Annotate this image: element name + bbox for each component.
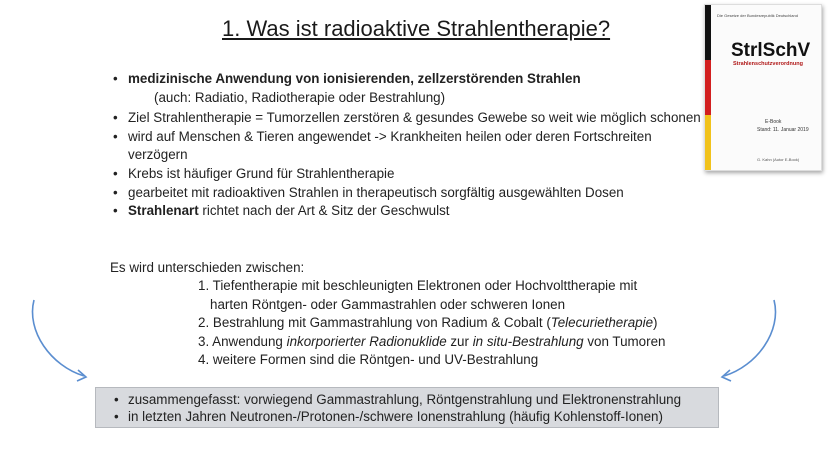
numbered-text: 3. Anwendung <box>198 333 287 349</box>
left-curved-arrow-icon <box>26 296 96 386</box>
numbered-item <box>198 314 718 333</box>
bullet-text: richtet nach der Art & Sitz der Geschwulst <box>198 203 450 219</box>
page-title: 1. Was ist radioaktive Strahlentherapie? <box>222 16 611 41</box>
intro-text: Es wird unterschieden zwischen: <box>110 260 305 275</box>
book-abbreviation: StrlSchV <box>731 40 811 61</box>
numbered-item <box>198 333 718 352</box>
bullet-list <box>114 70 704 221</box>
book-cover-image <box>704 4 822 171</box>
list-item <box>114 202 704 221</box>
german-flag-stripes <box>705 5 711 170</box>
bullet-bold-text: Strahlenart <box>128 203 199 219</box>
list-item: • gearbeitet mit radioaktiven Strahlen in therapeutisch sorgfältig ausgewählten Dosen <box>114 184 704 203</box>
list-item: • wird auf Menschen & Tieren angewendet -> Krankheiten heilen oder deren Fortschreiten verzögern <box>114 128 704 165</box>
book-stand: Stand: 11. Januar 2019 <box>757 127 809 133</box>
numbered-item: 4. weitere Formen sind die Röntgen- und UV-Bestrahlung <box>198 352 539 368</box>
book-full-title: Strahlenschutzverordnung <box>733 61 803 67</box>
numbered-italic: Telecurietherapie <box>550 315 654 331</box>
numbered-text: von Tumoren <box>583 333 666 349</box>
list-item-sub: (auch: Radiatio, Radiotherapie oder Bestrahlung) <box>154 89 446 105</box>
book-author: G. Kahn (Autor E-Book) <box>757 157 800 162</box>
list-item: • Krebs ist häufiger Grund für Strahlentherapie <box>114 165 704 184</box>
list-item: • Ziel Strahlentherapie = Tumorzellen zerstören & gesundes Gewebe so weit wie möglich schonen <box>114 109 704 128</box>
right-curved-arrow-icon <box>712 296 782 386</box>
numbered-italic: inkorporierter Radionuklide <box>286 333 447 349</box>
book-edition: E-Book <box>765 119 782 125</box>
bullet-bold-text: medizinische Anwendung von ionisierenden, zellzerstörenden Strahlen <box>128 71 581 86</box>
numbered-text: ) <box>653 315 658 331</box>
summary-item: • zusammengefasst: vorwiegend Gammastrahlung, Röntgenstrahlung und Elektronenstrahlung <box>114 391 718 408</box>
numbered-item: 1. Tiefentherapie mit beschleunigten Elektronen oder Hochvolttherapie mit <box>198 278 638 293</box>
list-item <box>114 70 704 89</box>
numbered-italic: in situ-Bestrahlung <box>472 333 584 349</box>
summary-item: • in letzten Jahren Neutronen-/Protonen-/schwere Ionenstrahlung (häufig Kohlenstoff-Ionen) <box>114 408 718 425</box>
numbered-list <box>198 277 718 370</box>
numbered-text: 2. Bestrahlung mit Gammastrahlung von Radium & Cobalt ( <box>198 315 551 331</box>
numbered-text: zur <box>446 333 473 349</box>
numbered-item-continuation: harten Röntgen- oder Gammastrahlen oder schweren Ionen <box>210 296 566 312</box>
summary-box <box>95 387 719 428</box>
book-publisher: Die Gesetze der Bundesrepublik Deutschland <box>717 13 798 18</box>
